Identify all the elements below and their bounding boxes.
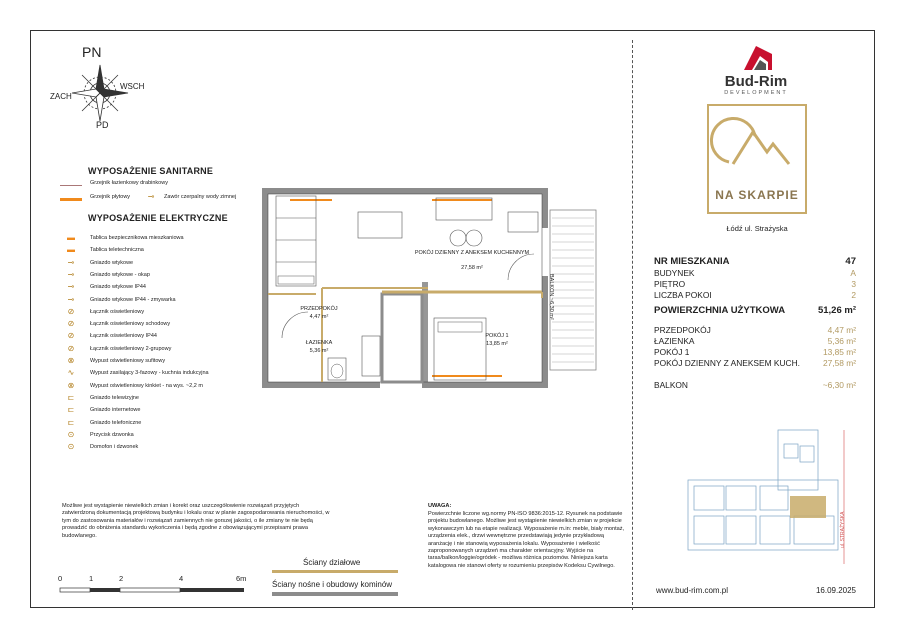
electrical-symbol-icon: ⊏ xyxy=(67,417,75,427)
brand-sub: DEVELOPMENT xyxy=(724,90,788,96)
legend-ladder-radiator: Grzejnik łazienkowy drabinkowy xyxy=(60,180,168,186)
legend-electrical-item: ⊏ Gniazdo telewizyjne xyxy=(60,394,139,402)
balcony-row-label: BALKON xyxy=(654,380,688,390)
electrical-symbol-icon: ⊘ xyxy=(67,331,75,341)
bud-rim-logo-icon xyxy=(738,40,778,74)
electrical-symbol-icon: ⊙ xyxy=(67,442,75,452)
legend-electrical-item: ⊸ Gniazdo wtykowe - okap xyxy=(60,271,150,279)
room-area-value: 5,36 m² xyxy=(827,336,856,346)
apartment-detail-value: 2 xyxy=(851,290,856,300)
apartment-detail-value: 3 xyxy=(851,279,856,289)
legend-electrical-item: ⊘ Łącznik oświetleniowy xyxy=(60,308,144,316)
electrical-symbol-icon: ▬ xyxy=(67,245,75,255)
apartment-detail-value: A xyxy=(850,268,856,278)
project-name: NA SKARPIE xyxy=(715,188,799,202)
legend-electrical-item: ⊙ Przycisk dzwonka xyxy=(60,431,134,439)
room-area-label: PRZEDPOKÓJ xyxy=(654,325,711,335)
room1-name: POKÓJ 1 xyxy=(485,333,509,339)
compass-south: PD xyxy=(96,120,109,130)
fold-line xyxy=(632,40,633,610)
electrical-symbol-icon: ⊘ xyxy=(67,306,75,316)
legend-electrical-item: ⊘ Łącznik oświetleniowy 2-grupowy xyxy=(60,345,171,353)
electrical-symbol-icon: ⊸ xyxy=(67,282,75,292)
electrical-symbol-icon: ⊸ xyxy=(67,294,75,304)
room-hall-area: 4,47 m² xyxy=(309,314,329,320)
scale-tick-1: 1 xyxy=(89,574,94,583)
scale-tick-6m: 6m xyxy=(236,574,247,583)
electrical-symbol-icon: ⊘ xyxy=(67,319,75,329)
usable-area-label: POWIERZCHNIA UŻYTKOWA xyxy=(654,305,786,316)
legend-electrical-item: ⊸ Gniazdo wtykowe xyxy=(60,259,133,267)
website-link[interactable]: www.bud-rim.com.pl xyxy=(656,586,729,595)
room-area-value: 13,85 m² xyxy=(822,347,856,357)
room-area-label: POKÓJ DZIENNY Z ANEKSEM KUCH. xyxy=(654,358,800,368)
legend-electrical-item: ⊸ Gniazdo wtykowe IP44 xyxy=(60,283,146,291)
compass-north: PN xyxy=(82,44,102,60)
electrical-symbol-icon: ⊗ xyxy=(67,356,75,365)
issue-date: 16.09.2025 xyxy=(815,586,856,595)
room-area-label: ŁAZIENKA xyxy=(654,336,695,346)
legend-electrical-item: ⊸ Gniazdo wtykowe IP44 - zmywarka xyxy=(60,296,176,304)
balcony-label: BALKON ~6,30 m² xyxy=(548,274,554,320)
apartment-detail-label: PIĘTRO xyxy=(654,279,686,289)
site-plan xyxy=(684,424,856,572)
legend-electrical-item: ∿ Wypust zasilający 3-fazowy - kuchnia indukcyjna xyxy=(60,369,209,377)
legend-electrical-item: ⊘ Łącznik oświetleniowy schodowy xyxy=(60,320,170,328)
compass-west: ZACH xyxy=(50,92,72,101)
disclaimer-text: Możliwe jest wystąpienie niewielkich zmian i korekt oraz uszczegółowienie rozwiązań przyjętych zatwierdzoną dokumentacją projektową budynku i lokalu oraz w planie zagospodarowania nieruchomości, w tym do zastosowania materiałów i rozwiązań zamiennych nie gorszej jakości, o ile zmiany te nie będą prowadzić do obniżenia standardu wykończenia i będą zgodne z obowiązującymi przepisami prawa budowlanego. xyxy=(62,503,330,539)
electrical-symbol-icon: ⊸ xyxy=(67,257,75,267)
balcony-row-value: ~6,30 m² xyxy=(822,380,856,390)
legend-panel-radiator: Grzejnik płytowy ⊸ Zawór czerpalny wody zimnej xyxy=(60,193,236,201)
electrical-symbol-icon: ∿ xyxy=(67,368,75,378)
room-bath-name: ŁAZIENKA xyxy=(305,340,333,346)
electrical-title: WYPOSAŻENIE ELEKTRYCZNE xyxy=(88,213,228,223)
remarks-text: Powierzchnie liczone wg.normy PN-ISO 9836:2015-12. Rysunek na podstawie projektu budowlanego. Możliwe jest wystąpienie niewielkich zmian w projekcie wykonawczym lub na etapie realizacji. Wyposażenie m.in: meble, biały montaż, urządzenia elek., drzwi wewnętrzne przedstawiają jedynie przykładową aranżację i nie stanowią wyposażenia lokalu. Wyposażenie i wielkość zaproponowanych urządzeń ma charakter orientacyjny. Wyjście na taras/balkon/loggie/ogródek - możliwa różnica poziomów. Niniejsza karta katalogowa nie stanowi oferty w rozumieniu przepisów Kodeksu Cywilnego. xyxy=(428,511,625,569)
compass-east: WSCH xyxy=(120,82,145,91)
electrical-symbol-icon: ▬ xyxy=(67,233,75,242)
legend-electrical-item: ⊙ Domofon i dzwonek xyxy=(60,443,138,451)
room-living-name: POKÓJ DZIENNY Z ANEKSEM KUCHENNYM xyxy=(414,250,530,256)
scale-bar xyxy=(58,584,258,600)
room-area-value: 27,58 m² xyxy=(822,358,856,368)
legend-electrical-item: ⊏ Gniazdo internetowe xyxy=(60,406,140,414)
electrical-symbol-icon: ⊗ xyxy=(67,380,75,390)
scale-tick-2: 2 xyxy=(119,574,124,583)
brand-name: Bud-Rim xyxy=(724,73,788,90)
electrical-symbol-icon: ⊏ xyxy=(67,405,75,415)
partition-walls-label: Ściany działowe xyxy=(303,558,361,567)
room-bath-area: 5,36 m² xyxy=(309,348,329,354)
room-hall-name: PRZEDPOKÓJ xyxy=(300,306,338,312)
legend-electrical-item: ⊗ Wypust oświetleniowy kinkiet - na wys. ~2,2 m xyxy=(60,382,203,390)
load-bearing-walls-swatch xyxy=(272,592,398,596)
electrical-symbol-icon: ⊏ xyxy=(67,392,75,402)
ladder-radiator-icon xyxy=(60,185,82,186)
sanitary-title: WYPOSAŻENIE SANITARNE xyxy=(88,166,214,176)
project-location: Łódź ul. Strażyska xyxy=(726,224,788,233)
legend-electrical-item: ⊘ Łącznik oświetleniowy IP44 xyxy=(60,332,157,340)
partition-walls-swatch xyxy=(272,570,398,573)
room-living-area: 27,58 m² xyxy=(461,265,483,271)
electrical-symbol-icon: ⊙ xyxy=(67,429,75,439)
legend-electrical-item: ▬ Tablica bezpiecznikowa mieszkaniowa xyxy=(60,234,184,242)
water-valve-icon: ⊸ xyxy=(147,192,155,201)
room1-area: 13,85 m² xyxy=(486,341,508,347)
panel-radiator-icon xyxy=(60,198,82,201)
apartment-no-value: 47 xyxy=(845,256,856,267)
room-area-value: 4,47 m² xyxy=(827,325,856,335)
scale-tick-4: 4 xyxy=(179,574,184,583)
legend-electrical-item: ⊏ Gniazdo telefoniczne xyxy=(60,419,141,427)
apartment-detail-label: BUDYNEK xyxy=(654,268,695,278)
electrical-symbol-icon: ⊘ xyxy=(67,343,75,353)
room-area-label: POKÓJ 1 xyxy=(654,347,690,357)
load-bearing-walls-label: Ściany nośne i obudowy kominów xyxy=(272,580,393,589)
remarks-title: UWAGA: xyxy=(428,503,452,509)
site-plan-street: ul. STRAŻYSKA xyxy=(840,511,846,548)
mountain-icon xyxy=(709,106,805,176)
apartment-no-label: NR MIESZKANIA xyxy=(654,256,730,267)
legend-electrical-item: ⊗ Wypust oświetleniowy sufitowy xyxy=(60,357,165,365)
site-plan-unit-highlight xyxy=(790,496,826,518)
apartment-detail-label: LICZBA POKOI xyxy=(654,290,712,300)
usable-area-value: 51,26 m² xyxy=(817,305,856,316)
electrical-symbol-icon: ⊸ xyxy=(67,269,75,279)
scale-tick-0: 0 xyxy=(58,574,63,583)
legend-electrical-item: ▬ Tablica teletechniczna xyxy=(60,246,144,254)
